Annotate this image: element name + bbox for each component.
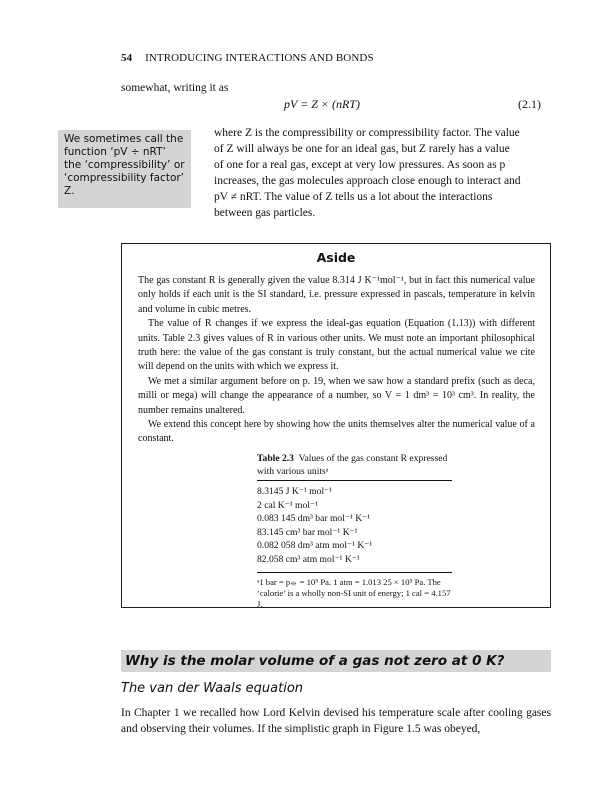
running-title: INTRODUCING INTERACTIONS AND BONDS bbox=[145, 52, 374, 64]
paragraph-line: increases, the gas molecules approach close enough to interact and bbox=[214, 175, 521, 187]
paragraph-line: where Z is the compressibility or compressibility factor. The value bbox=[214, 127, 520, 139]
paragraph-compressibility bbox=[214, 125, 550, 221]
gas-constant-table bbox=[257, 452, 452, 610]
table-top-rule bbox=[257, 480, 452, 481]
margin-note: We sometimes call the function ‘pV ÷ nRT’ the ‘compressibility’ or ‘compressibility factor’ Z. bbox=[58, 130, 191, 208]
table-row: 8.3145 J K⁻¹ mol⁻¹ bbox=[257, 486, 333, 497]
aside-body bbox=[138, 274, 535, 447]
aside-title: Aside bbox=[316, 250, 356, 265]
equation-2-1: pV = Z × (nRT) bbox=[284, 97, 360, 111]
subheading: The van der Waals equation bbox=[121, 681, 304, 696]
table-footnote: ᵃ1 bar = p⦵ = 10⁵ Pa. 1 atm = 1.013 25 × 10⁵ Pa. The ‘calorie’ is a wholly non-SI unit of energy; 1 cal = 4.157 J. bbox=[257, 577, 451, 609]
table-row: 2 cal K⁻¹ mol⁻¹ bbox=[257, 499, 318, 511]
table-row: 0.083 145 dm³ bar mol⁻¹ K⁻¹ bbox=[257, 513, 371, 524]
table-rows bbox=[257, 483, 452, 570]
paragraph-line: between gas particles. bbox=[214, 207, 316, 219]
aside-paragraph: We extend this concept here by showing how the units themselves alter the numerical value of a constant. bbox=[138, 419, 535, 445]
section-heading-bar bbox=[121, 650, 551, 672]
table-label: Table 2.3 bbox=[257, 453, 294, 464]
equation-number: (2.1) bbox=[518, 97, 541, 111]
aside-paragraph: We met a similar argument before on p. 19, when we saw how a standard prefix (such as deca, milli or mega) will change the appearance of a number, so V = 1 dm³ = 10³ cm³. In reality, the number remains unaltered. bbox=[138, 375, 535, 416]
aside-paragraph: The value of R changes if we express the ideal-gas equation (Equation (1.13)) with different units. Table 2.3 gives values of R in various other units. We must note an important philosophical truth here: the value of the gas constant is truly constant, but the actual numerical value we cite will depend on the units with which we express it. bbox=[138, 318, 535, 373]
aside-box bbox=[121, 243, 551, 608]
table-caption bbox=[257, 452, 452, 478]
running-header bbox=[121, 52, 374, 64]
page-number: 54 bbox=[121, 52, 133, 64]
paragraph-line: of one for a real gas, except at very low pressures. As soon as p bbox=[214, 159, 506, 171]
paragraph-line: of Z will always be one for an ideal gas, but Z rarely has a value bbox=[214, 143, 510, 155]
intro-text: somewhat, writing it as bbox=[121, 82, 229, 94]
paragraph-van-der-waals: In Chapter 1 we recalled how Lord Kelvin devised his temperature scale after cooling gases and observing their volumes. If the simplistic graph in Figure 1.5 was obeyed, bbox=[121, 707, 551, 735]
table-caption-text: Values of the gas constant R expressed with various unitsᵃ bbox=[257, 453, 448, 477]
section-heading: Why is the molar volume of a gas not zero at 0 K? bbox=[125, 653, 505, 669]
table-bottom-rule bbox=[257, 572, 452, 573]
table-row: 0.082 058 dm³ atm mol⁻¹ K⁻¹ bbox=[257, 540, 373, 551]
paragraph-line: pV ≠ nRT. The value of Z tells us a lot about the interactions bbox=[214, 191, 493, 203]
table-row: 83.145 cm³ bar mol⁻¹ K⁻¹ bbox=[257, 526, 358, 538]
aside-paragraph: The gas constant R is generally given the value 8.314 J K⁻¹mol⁻¹, but in fact this numerical value only holds if each unit is the SI standard, i.e. pressure expressed in pascals, temperature in kelvin and volume in cubic metres. bbox=[138, 275, 535, 315]
table-row: 82.058 cm³ atm mol⁻¹ K⁻¹ bbox=[257, 553, 360, 565]
